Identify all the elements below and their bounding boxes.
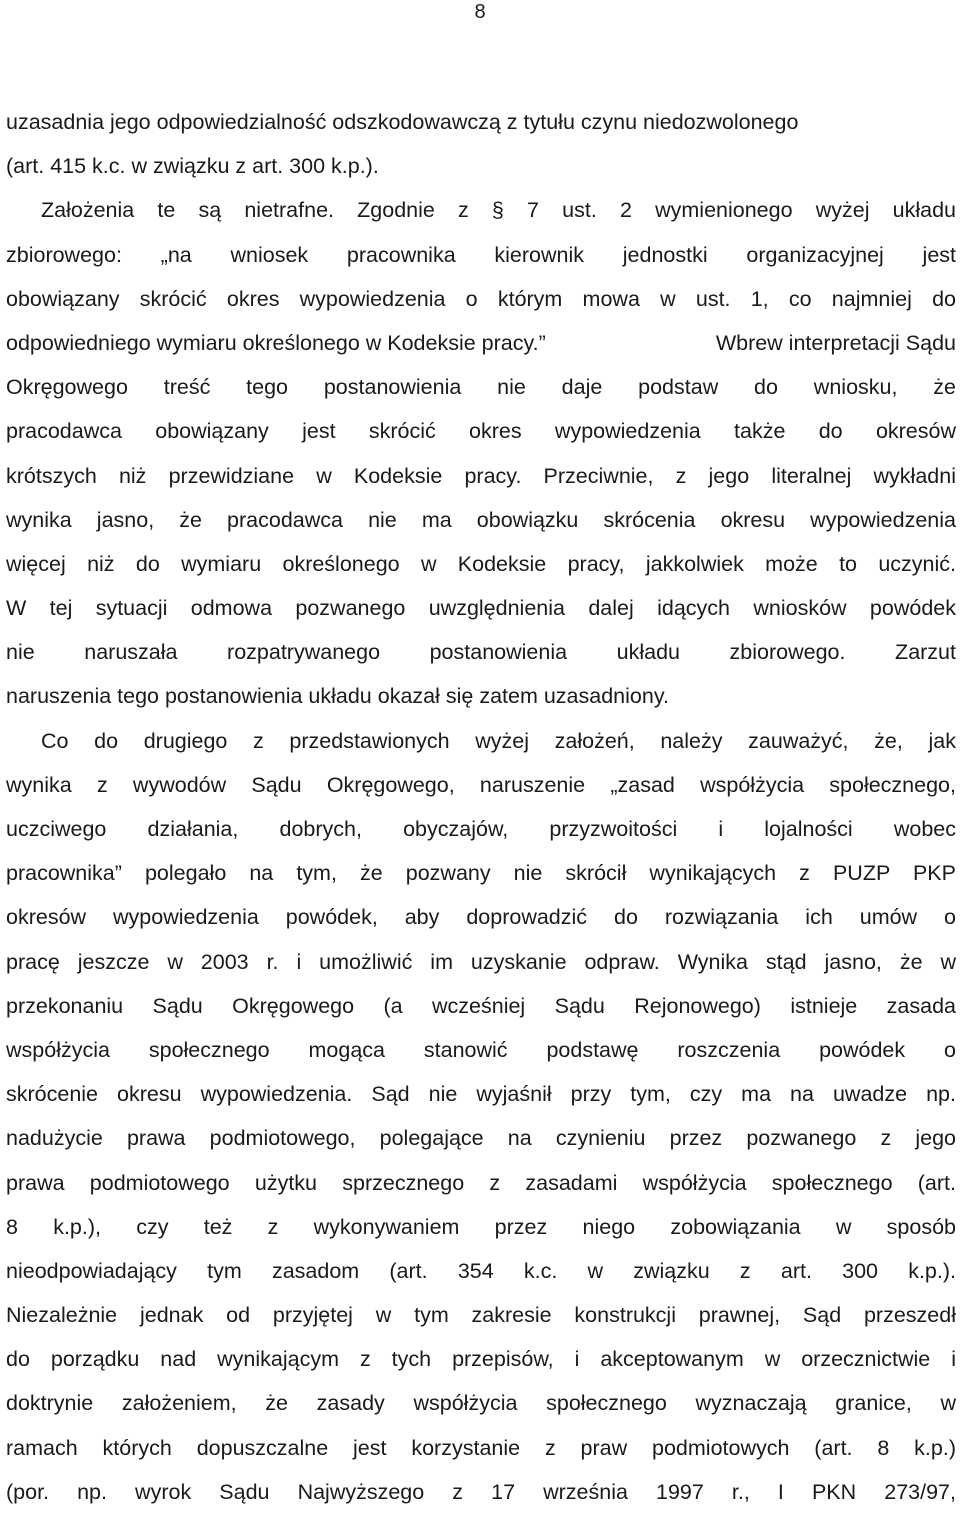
text-line: Założenia te są nietrafne. Zgodnie z § 7 ust. 2 wymienionego wyżej układu xyxy=(41,198,956,223)
text-line: (por. np. wyrok Sądu Najwyższego z 17 września 1997 r., I PKN 273/97, xyxy=(6,1479,956,1504)
text-line: krótszych niż przewidziane w Kodeksie pracy. Przeciwnie, z jego literalnej wykładni xyxy=(6,463,956,488)
text-line: skrócenie okresu wypowiedzenia. Sąd nie wyjaśnił przy tym, czy ma na uwadze np. xyxy=(6,1082,956,1107)
text-line: przekonaniu Sądu Okręgowego (a wcześniej Sądu Rejonowego) istnieje zasada xyxy=(6,993,956,1018)
page-number: 8 xyxy=(474,1,486,23)
text-line: okresów wypowiedzenia powódek, aby doprowadzić do rozwiązania ich umów o xyxy=(6,905,956,930)
text-line: uzasadnia jego odpowiedzialność odszkodowawczą z tytułu czynu niedozwolonego xyxy=(6,110,799,134)
text-line: współżycia społecznego mogąca stanowić podstawę roszczenia powódek o xyxy=(6,1037,956,1062)
text-line: nadużycie prawa podmiotowego, polegające na czynieniu przez pozwanego z jego xyxy=(6,1126,956,1151)
text-line: (art. 415 k.c. w związku z art. 300 k.p.). xyxy=(6,154,379,179)
text-line: obowiązany skrócić okres wypowiedzenia o którym mowa w ust. 1, co najmniej do xyxy=(6,286,956,311)
text-line: Niezależnie jednak od przyjętej w tym zakresie konstrukcji prawnej, Sąd przeszedł xyxy=(6,1303,956,1328)
text-line: prawa podmiotowego użytku sprzecznego z zasadami współżycia społecznego (art. xyxy=(6,1170,956,1195)
text-line: naruszenia tego postanowienia układu okazał się zatem uzasadniony. xyxy=(6,684,669,709)
text-line-part: odpowiedniego wymiaru określonego w Kodeksie pracy.” xyxy=(6,330,546,355)
text-line-split xyxy=(6,321,956,365)
text-line: Okręgowego treść tego postanowienia nie daje podstaw do wniosku, że xyxy=(6,375,956,400)
text-line: więcej niż do wymiaru określonego w Kodeksie pracy, jakkolwiek może to uczynić. xyxy=(6,551,956,576)
text-line: 8 k.p.), czy też z wykonywaniem przez niego zobowiązania w sposób xyxy=(6,1214,956,1239)
text-line-part: Wbrew interpretacji Sądu xyxy=(715,330,956,355)
text-line: do porządku nad wynikającym z tych przepisów, i akceptowanym w orzecznictwie i xyxy=(6,1347,956,1372)
text-line: wynika jasno, że pracodawca nie ma obowiązku skrócenia okresu wypowiedzenia xyxy=(6,507,956,532)
text-line: Co do drugiego z przedstawionych wyżej założeń, należy zauważyć, że, jak xyxy=(41,728,956,753)
text-line: doktrynie założeniem, że zasady współżycia społecznego wyznaczają granice, w xyxy=(6,1391,956,1416)
text-line: pracodawca obowiązany jest skrócić okres wypowiedzenia także do okresów xyxy=(6,419,956,444)
text-line: ramach których dopuszczalne jest korzystanie z praw podmiotowych (art. 8 k.p.) xyxy=(6,1435,956,1460)
text-line: pracownika” polegało na tym, że pozwany nie skrócił wynikających z PUZP PKP xyxy=(6,861,956,886)
text-line: nieodpowiadający tym zasadom (art. 354 k.c. w związku z art. 300 k.p.). xyxy=(6,1258,956,1283)
text-line: nie naruszała rozpatrywanego postanowienia układu zbiorowego. Zarzut xyxy=(6,640,956,665)
document-body xyxy=(6,100,956,1514)
text-line: uczciwego działania, dobrych, obyczajów, przyzwoitości i lojalności wobec xyxy=(6,817,956,841)
text-line: W tej sytuacji odmowa pozwanego uwzględnienia dalej idących wniosków powódek xyxy=(6,596,956,621)
text-line: zbiorowego: „na wniosek pracownika kierownik jednostki organizacyjnej jest xyxy=(6,242,956,267)
text-line: wynika z wywodów Sądu Okręgowego, naruszenie „zasad współżycia społecznego, xyxy=(6,772,956,797)
text-line: pracę jeszcze w 2003 r. i umożliwić im uzyskanie odpraw. Wynika stąd jasno, że w xyxy=(6,949,956,974)
